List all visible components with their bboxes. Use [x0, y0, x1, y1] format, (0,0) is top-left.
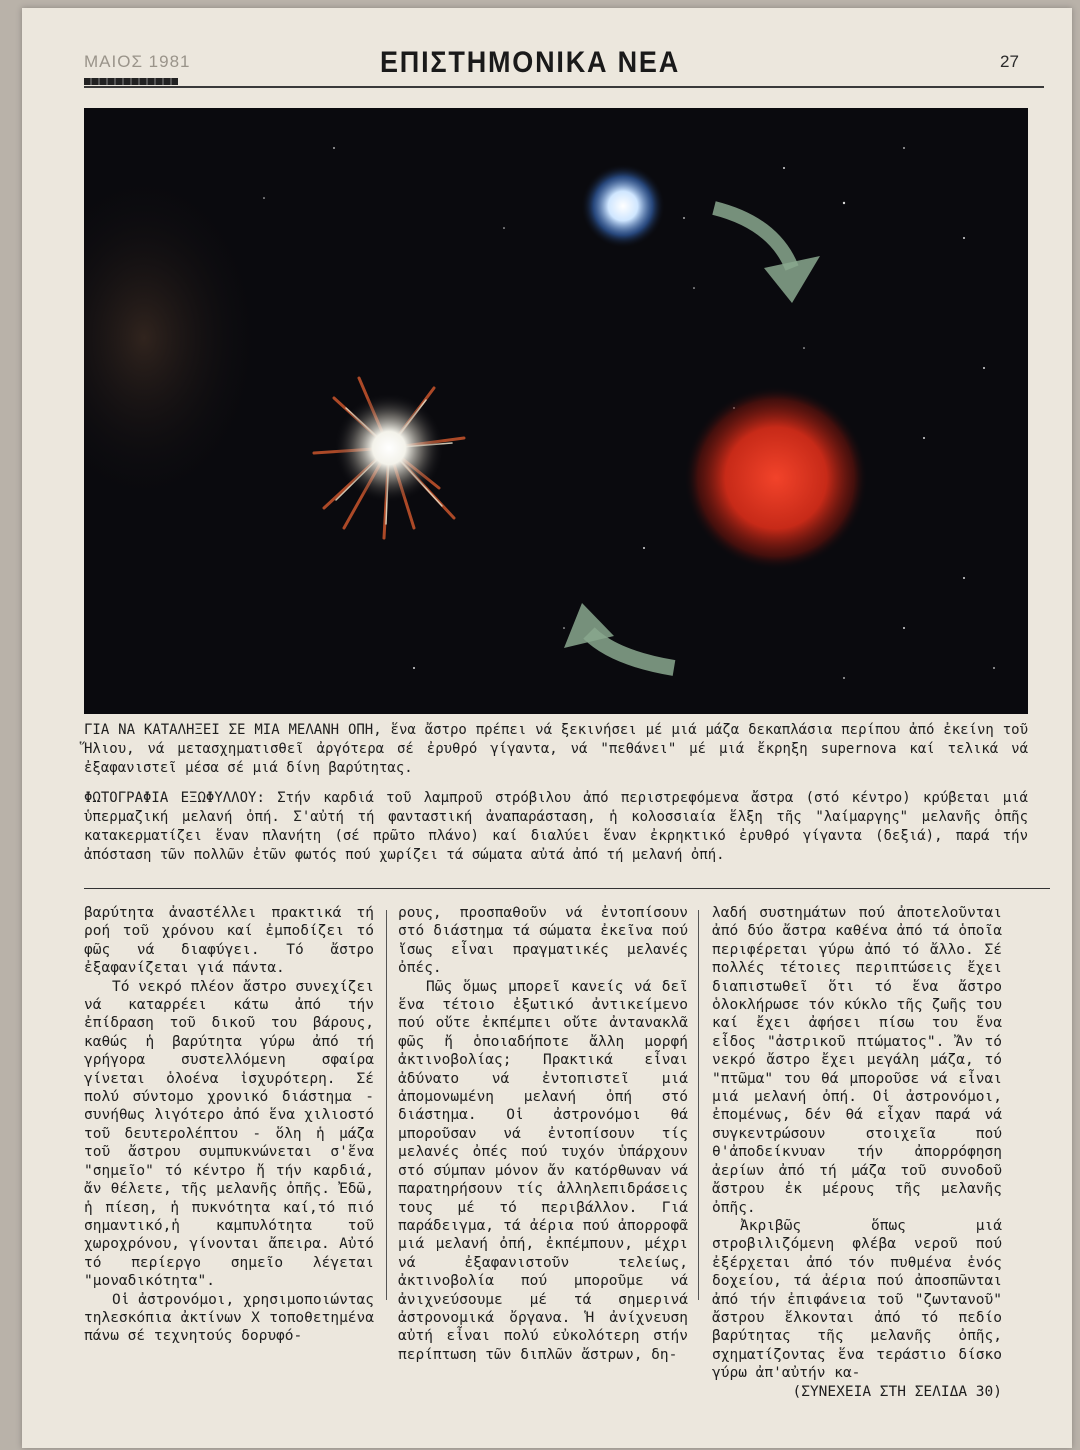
col2-paragraph-1: ρους, προσπαθοῦν νά ἐντοπίσουν στό διάστημα τά σώματα ἐκεῖνα πού ἴσως εἶναι πραγματικές μελανές ὀπές. [398, 905, 688, 977]
col1-paragraph-2: Τό νεκρό πλέον ἄστρο συνεχίζει νά καταρρέει κάτω ἀπό τήν ἐπίδραση τοῦ δικοῦ του βάρους, καθώς ἡ βαρύτητα γύρω ἀπό τή γρήγορα συστελλόμενη σφαίρα γίνεται ὁλοένα ἰσχυρότερη. Σέ πολύ σύντομο χρονικό διάστημα - συνήθως λιγότερο ἀπό ἕνα χιλιοστό τοῦ δευτερολέπτου - ὅλη ἡ μάζα τοῦ ἄστρου συμπυκνώνεται σ'ἕνα "σημεῖο" τό κέντρο ἤ τήν καρδιά, ἄν θέλετε, τῆς μελανῆς ὀπῆς. Ἐδῶ, ἡ πίεση, ἡ πυκνότητα καί,τό πιό σημαντικό,ἡ καμπυλότητα τοῦ χωροχρόνου, γίνονται ἄπειρα. Αὐτό τό περίεργο σημεῖο λέγεται "μοναδικότητα". [84, 978, 374, 1290]
article-column-2 [398, 904, 688, 1364]
article-column-1 [84, 904, 374, 1346]
column-divider-2 [698, 910, 699, 1300]
page-number: 27 [1000, 52, 1019, 71]
col1-paragraph-1: βαρύτητα ἀναστέλλει πρακτικά τή ροή τοῦ χρόνου καί ἐμποδίζει τό φῶς νά διαφύγει. Τό ἄστρο ἐξαφανίζεται γιά πάντα. [84, 905, 374, 977]
col2-paragraph-2: Πῶς ὅμως μπορεῖ κανείς νά δεῖ ἕνα τέτοιο ἐξωτικό ἀντικείμενο πού οὔτε ἐκπέμπει οὔτε ἀντανακλᾶ φῶς ἤ ὁποιαδήποτε ἄλλη μορφή ἀκτινοβολίας; Πρακτικά εἶναι ἀδύνατο νά ἐντοπιστεῖ μιά ἀπομονωμένη μελανή ὀπή στό διάστημα. Οἱ ἀστρονόμοι θά μποροῦσαν νά ἐντοπίσουν τίς μελανές ὀπές πού τυχόν ὑπάρχουν στό σύμπαν μόνον ἄν κατόρθωναν νά παρατηρήσουν τίς ἀλληλεπιδράσεις τους μέ τό περιβάλλον. Γιά παράδειγμα, τά ἀέρια πού ἀπορροφᾶ μιά μελανή ὀπή, ἐκπέμπουν, μέχρι νά ἐξαφανιστοῦν τελείως, ἀκτινοβολία πού μποροῦμε νά ἀνιχνεύσουμε μέ τά σημερινά ἀστρονομικά ὄργανα. Ἡ ἀνίχνευση αὐτή εἶναι πολύ εὐκολότερη στήν περίπτωση τῶν διπλῶν ἄστρων, δη- [398, 978, 688, 1363]
article-column-3 [712, 904, 1002, 1401]
column-divider-1 [386, 910, 387, 1300]
space-scene [84, 108, 1028, 714]
col3-paragraph-1: λαδή συστημάτων πού ἀποτελοῦνται ἀπό δύο ἄστρα καθένα ἀπό τά ὁποῖα περιφέρεται γύρω ἀπό τό ἄλλο. Σέ πολλές τέτοιες περιπτώσεις ἔχει διαπιστωθεῖ ὅτι τό ἕνα ἄστρο ὁλοκλήρωσε τόν κύκλο τῆς ζωῆς του καί ἔχει ἀφήσει πίσω του ἕνα εἶδος "ἀστρικοῦ πτώματος". Ἄν τό νεκρό ἄστρο ἔχει μεγάλη μάζα, τό "πτῶμα" του θά μποροῦσε νά εἶναι μιά μελανή ὀπή. Οἱ ἀστρονόμοι, ἐπομένως, δέν θά εἶχαν παρά νά συγκεντρώσουν στοιχεῖα πού θ'ἀποδείκνυαν τήν ἀπορρόφηση ἀερίων ἀπό τή μάζα τοῦ συνοδοῦ ἄστρου ἐκ μέρους τῆς μελανῆς ὀπῆς. [712, 905, 1002, 1216]
header-decor-bar [84, 78, 178, 85]
header-rule [84, 86, 1044, 88]
col3-paragraph-2: Ἀκριβῶς ὅπως μιά στροβιλιζόμενη φλέβα νεροῦ πού ἐξέρχεται ἀπό τόν πυθμένα ἑνός δοχείου, τά ἀέρια πού ἀποσπῶνται ἀπό τήν ἐπιφάνεια τοῦ "ζωντανοῦ" ἄστρου ἕλκονται ἀπό τό πεδίο βαρύτητας τῆς μελανῆς ὀπῆς, σχηματίζοντας ἕνα τεράστιο δίσκο γύρω ἀπ'αὐτήν κα- [712, 1217, 1002, 1382]
blue-star [581, 164, 665, 248]
magazine-title: ΕΠΙΣΤΗΜΟΝΙΚΑ ΝΕΑ [379, 46, 681, 79]
issue-date: ΜΑΙΟΣ 1981 [84, 52, 191, 71]
red-giant [684, 386, 868, 570]
continued-on-page-note: (ΣΥΝΕΧΕΙΑ ΣΤΗ ΣΕΛΙΔΑ 30) [792, 1383, 1002, 1400]
caption-main: ΓΙΑ ΝΑ ΚΑΤΑΛΗΞΕΙ ΣΕ ΜΙΑ ΜΕΛΑΝΗ ΟΠΗ, ἕνα ἄστρο πρέπει νά ξεκινήσει μέ μιά μάζα δεκαπλάσια περίπου ἀπό ἐκείνη τοῦ Ἥλιου, νά μετασχηματισθεῖ ἀργότερα σέ ἐρυθρό γίγαντα, νά "πεθάνει" μέ μιά ἔκρηξη supernova καί τελικά νά ἐξαφανιστεῖ μέσα σέ μιά δίνη βαρύτητας. [84, 722, 1028, 776]
caption-cover-photo: ΦΩΤΟΓΡΑΦΙΑ ΕΞΩΦΥΛΛΟΥ: Στήν καρδιά τοῦ λαμπροῦ στρόβιλου ἀπό περιστρεφόμενα ἄστρα (στό κέντρο) κρύβεται μιά ὑπερμαζική μελανή ὀπή. Σ'αὐτή τή φανταστική ἀναπαράσταση, ἡ κολοσσιαία ἕλξη τῆς "λαίμαργης" μελανῆς ὀπῆς κατακερματίζει ἕναν πλανήτη (σέ πρῶτο πλάνο) καί διαλύει ἕναν ἐκρηκτικό ἐρυθρό γίγαντα (δεξιά), παρά τήν ἀπόσταση τῶν πολλῶν ἐτῶν φωτός πού χωρίζει τά σώματα αὐτά ἀπό τή μελανή ὀπή. [84, 790, 1028, 863]
col1-paragraph-3: Οἱ ἀστρονόμοι, χρησιμοποιώντας τηλεσκόπια ἀκτίνων Χ τοποθετημένα πάνω σέ τεχνητούς δορυφό- [84, 1291, 374, 1345]
section-rule [84, 888, 1050, 889]
magazine-page [22, 8, 1072, 1448]
cover-illustration [84, 108, 1028, 714]
